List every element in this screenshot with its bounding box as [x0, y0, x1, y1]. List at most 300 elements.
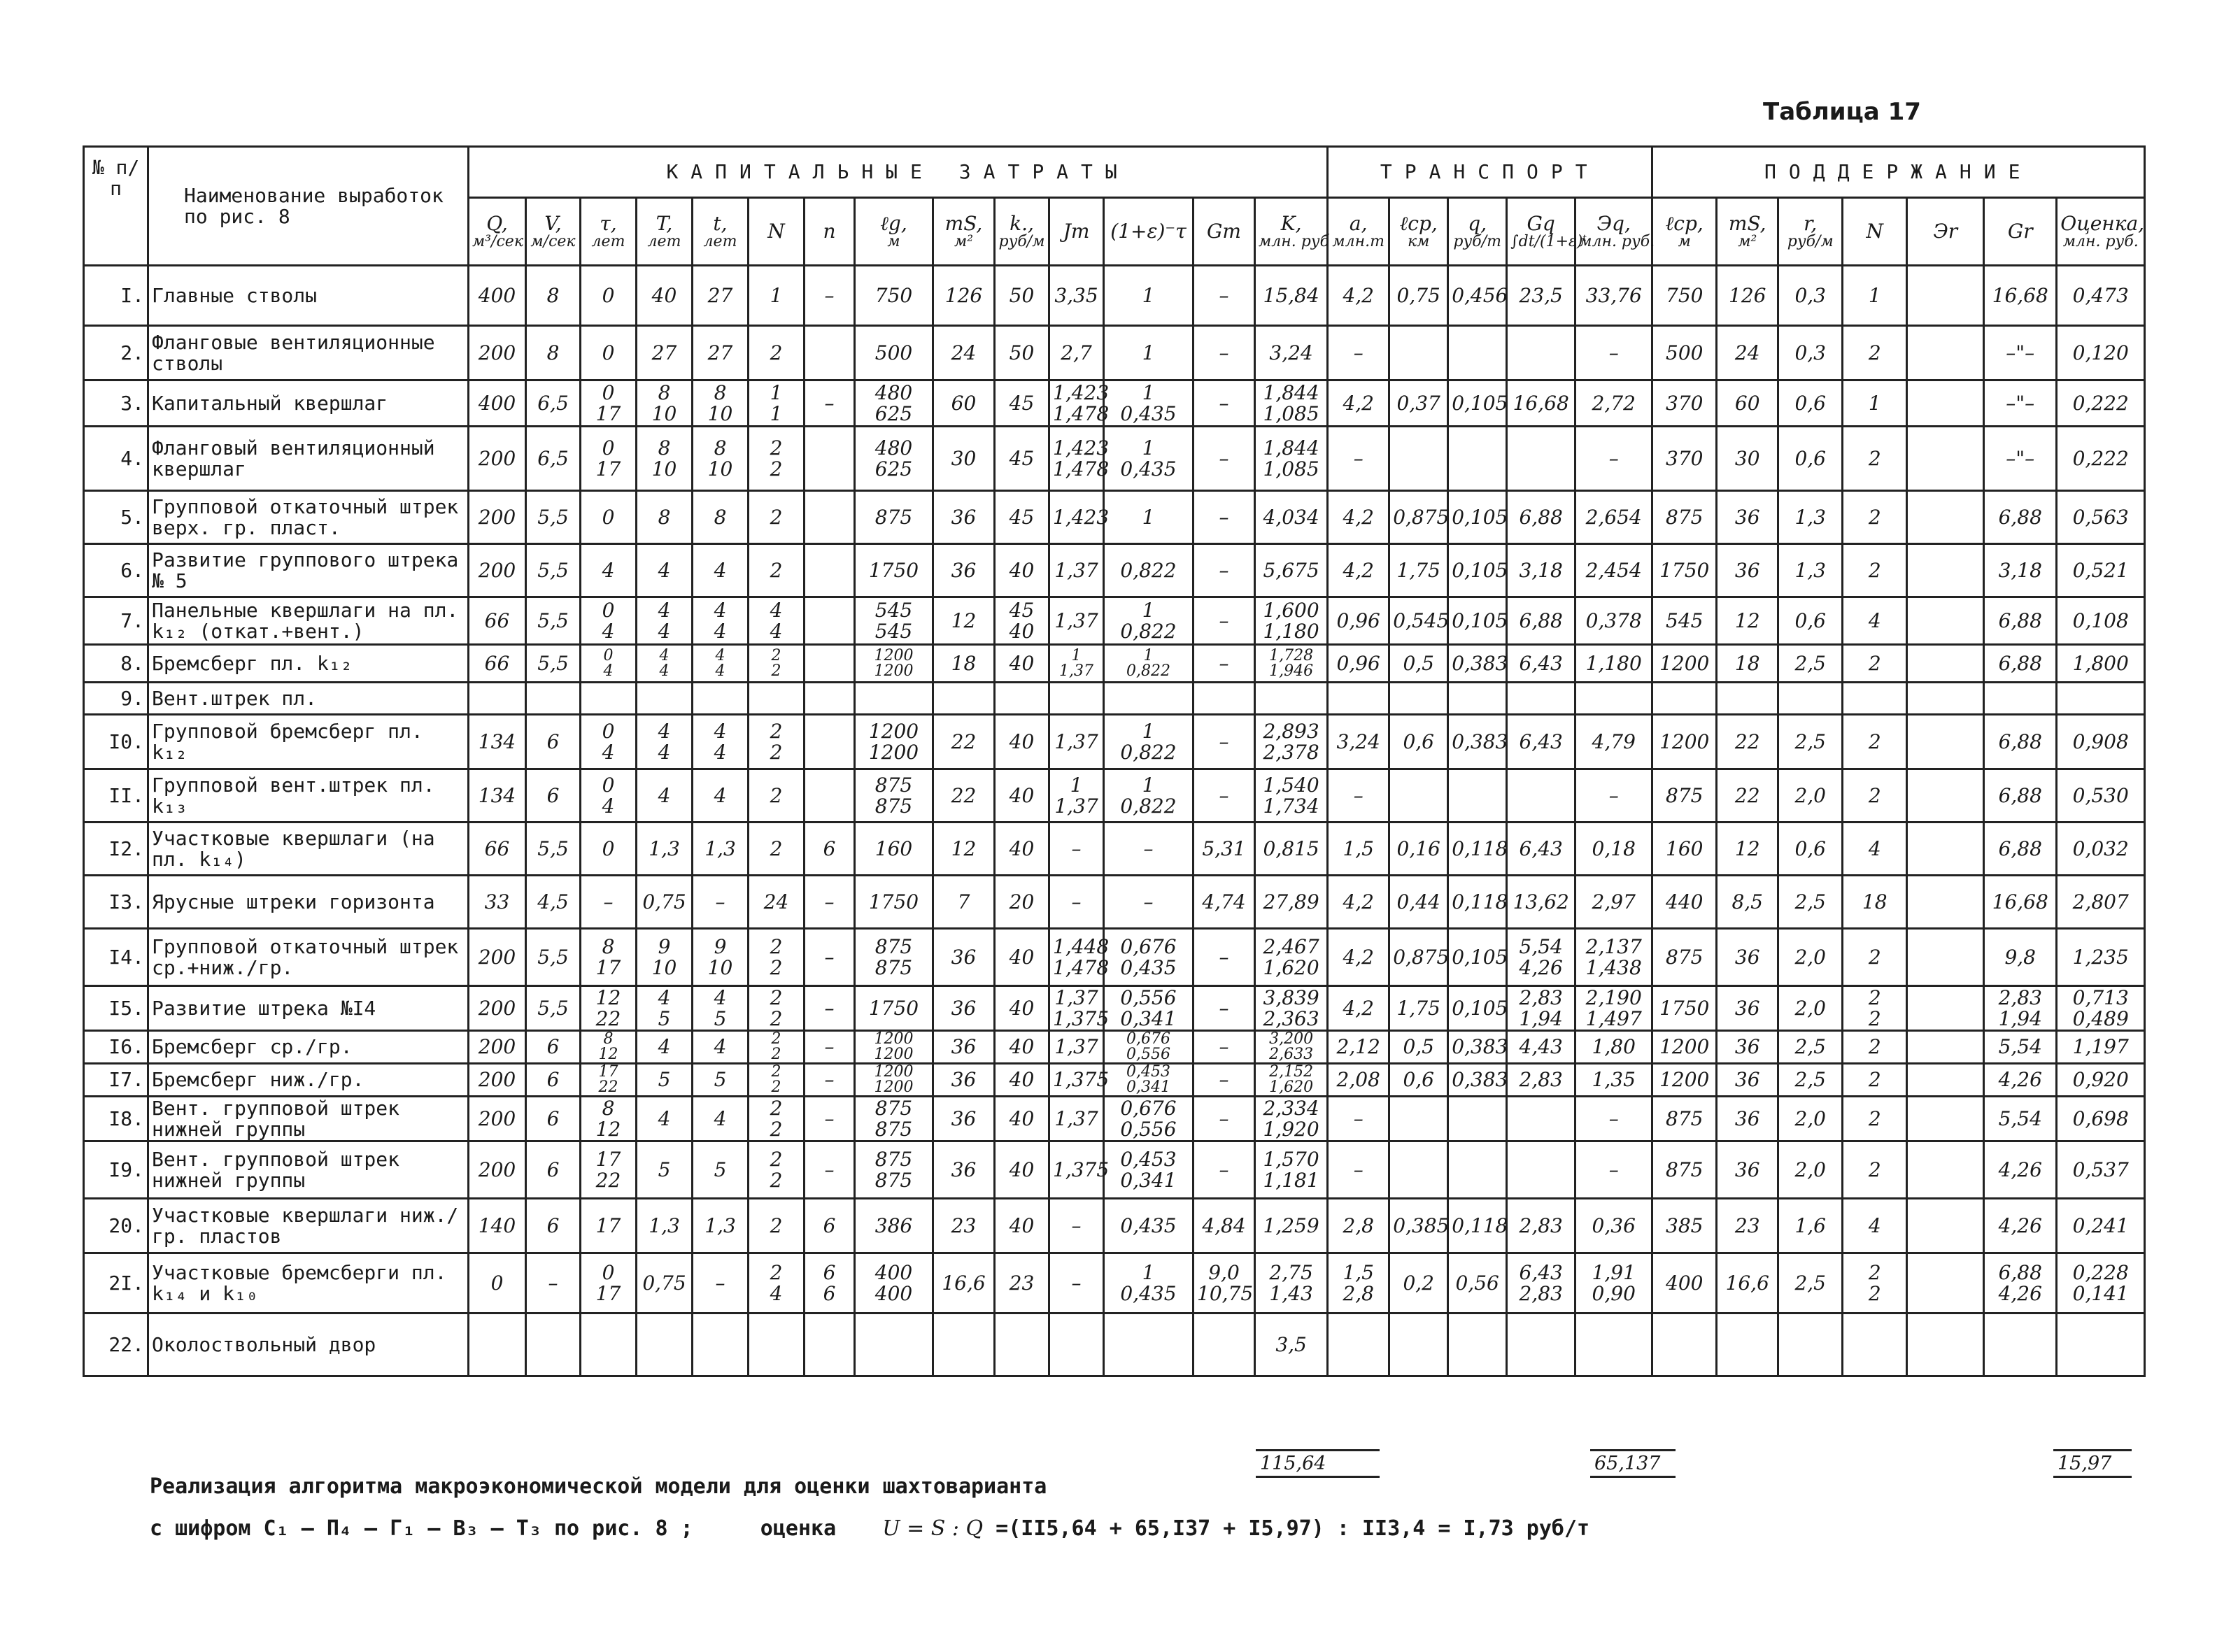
table-cell [581, 986, 637, 1031]
table-cell [1507, 1097, 1575, 1141]
table-cell: 2 [1843, 491, 1907, 544]
table-cell: 2 [1843, 1031, 1907, 1064]
table-cell: 36 [933, 1064, 995, 1097]
table-cell [855, 427, 933, 491]
table-cell [693, 597, 749, 645]
table-cell: 15,84 [1255, 266, 1328, 326]
table-cell: 4,2 [1328, 266, 1389, 326]
table-cell [1448, 1097, 1507, 1141]
footer-formula: U = S : Q [882, 1516, 984, 1541]
row-name: Панельные квершлаги на пл. k₁₂ (откат.+вент.) [148, 597, 469, 645]
table-cell: 500 [1652, 326, 1717, 380]
table-cell [637, 597, 693, 645]
table-cell: –"– [1984, 427, 2057, 491]
cell-line: 17 [595, 1281, 621, 1305]
table-cell: 6,88 [1984, 597, 2057, 645]
table-cell: 1,5 [1328, 823, 1389, 876]
cell-line: 2,83 [1998, 985, 2042, 1009]
table-cell [693, 683, 749, 715]
table-cell [693, 380, 749, 427]
table-cell: 2,7 [1049, 326, 1104, 380]
table-cell: 3,35 [1049, 266, 1104, 326]
cell-line: 1,91 [1592, 1260, 1636, 1284]
table-cell: 8 [637, 491, 693, 544]
cell-line: 0,341 [1126, 1078, 1170, 1096]
table-cell: 1,75 [1389, 986, 1448, 1031]
table-cell: 2,83 [1507, 1064, 1575, 1097]
table-cell [1907, 769, 1984, 823]
table-cell: 22 [933, 715, 995, 769]
cell-line: 875 [874, 955, 913, 979]
table-cell: – [1575, 1097, 1652, 1141]
table-cell: 0,105 [1448, 491, 1507, 544]
cell-line: 875 [874, 1147, 913, 1171]
cell-line: 1,43 [1269, 1281, 1313, 1305]
table-cell: 0,105 [1448, 544, 1507, 597]
col-header-tr-1 [1389, 198, 1448, 266]
table-cell: 750 [855, 266, 933, 326]
table-cell: – [1328, 1141, 1389, 1199]
cell-line: 2 [1868, 985, 1881, 1009]
table-cell [855, 769, 933, 823]
cell-line: 4 [714, 719, 727, 743]
table-cell [637, 715, 693, 769]
table-cell [805, 544, 855, 597]
cell-line: 2 [770, 934, 783, 958]
col-header-pm-2 [1778, 198, 1843, 266]
table-cell: 0 [581, 823, 637, 876]
row-name: Развитие группового штрека № 5 [148, 544, 469, 597]
table-cell [1328, 683, 1389, 715]
table-cell [1907, 1199, 1984, 1253]
table-cell [749, 427, 805, 491]
table-cell: 0,6 [1778, 427, 1843, 491]
table-cell: – [1328, 326, 1389, 380]
table-row [84, 427, 2145, 491]
table-cell: 0,5 [1389, 645, 1448, 683]
cell-line: 1,448 [1053, 934, 1110, 958]
table-cell: 2,654 [1575, 491, 1652, 544]
cell-line: 0,676 [1120, 934, 1177, 958]
table-cell: 0,6 [1778, 380, 1843, 427]
table-cell [1194, 1253, 1255, 1313]
table-cell: 400 [469, 266, 526, 326]
row-name: Бремсберг пл. k₁₂ [148, 645, 469, 683]
cell-line: 5 [658, 1006, 671, 1030]
table-cell [1049, 985, 1110, 1031]
total-capital: 115,64 [1256, 1449, 1380, 1478]
table-cell: 16,68 [1507, 380, 1575, 427]
table-cell: – [805, 266, 855, 326]
table-cell: 4 [637, 1097, 693, 1141]
table-cell [805, 326, 855, 380]
table-cell: 33,76 [1575, 266, 1652, 326]
cell-line: 1,438 [1585, 955, 1642, 979]
group-header-maintenance: ПОДДЕРЖАНИЕ [1652, 147, 2145, 198]
table-cell [1907, 326, 1984, 380]
table-cell [1507, 427, 1575, 491]
table-cell: 1,80 [1575, 1031, 1652, 1064]
cell-line: 1200 [874, 1046, 914, 1063]
cell-line: 1,620 [1263, 955, 1319, 979]
table-cell: 5 [693, 1064, 749, 1097]
table-cell: 6,88 [1507, 597, 1575, 645]
table-cell: 1,3 [637, 1199, 693, 1253]
footer-estimate-label: оценка [760, 1516, 837, 1541]
table-cell [1843, 1313, 1907, 1376]
table-cell: 40 [995, 1199, 1049, 1253]
table-cell: 27 [637, 326, 693, 380]
table-cell: 6 [526, 1064, 581, 1097]
col-header-symbol: r, [1804, 212, 1818, 235]
cell-line: 10 [707, 457, 733, 480]
table-cell: 0,456 [1448, 266, 1507, 326]
table-cell: 36 [933, 491, 995, 544]
table-cell: 200 [469, 929, 526, 986]
cell-line: 4 [770, 1281, 783, 1305]
table-cell: 0,908 [2057, 715, 2145, 769]
table-cell: 3,18 [1984, 544, 2057, 597]
row-number: I3. [84, 876, 148, 929]
table-cell: 2 [1843, 326, 1907, 380]
table-cell [749, 1253, 805, 1313]
footer-code: с шифром С₁ – П₄ – Г₁ – В₃ – Т₃ по рис. 8 ; [150, 1516, 693, 1541]
col-header-symbol: n [823, 220, 836, 243]
table-cell: 22 [1717, 769, 1778, 823]
table-cell: – [1194, 986, 1255, 1031]
table-cell: 0,105 [1448, 597, 1507, 645]
table-cell: 875 [1652, 491, 1717, 544]
table-cell [1843, 986, 1907, 1031]
cell-line: 1,180 [1263, 619, 1319, 643]
table-cell: 0,563 [2057, 491, 2145, 544]
table-cell [805, 683, 855, 715]
table-cell: 4 [581, 544, 637, 597]
col-header-symbol: V, [544, 212, 562, 235]
table-cell: – [1049, 876, 1104, 929]
table-cell: 0 [581, 491, 637, 544]
cell-line: 12 [598, 1046, 618, 1063]
table-cell [1507, 1313, 1575, 1376]
table-cell: 200 [469, 326, 526, 380]
cell-line: 1200 [868, 719, 919, 743]
row-name: Участковые квершлаги (на пл. k₁₄) [148, 823, 469, 876]
table-cell [581, 597, 637, 645]
cell-line: 2 [771, 1030, 781, 1048]
table-cell: 200 [469, 1064, 526, 1097]
cell-line: 875 [874, 773, 913, 797]
table-row [84, 1313, 2145, 1376]
table-cell [805, 491, 855, 544]
table-cell: 0,56 [1448, 1253, 1507, 1313]
table-cell: 875 [1652, 929, 1717, 986]
row-name: Групповой откаточный штрек ср.+ниж./гр. [148, 929, 469, 986]
table-cell [855, 929, 933, 986]
table-cell: – [1194, 1064, 1255, 1097]
table-cell [1907, 266, 1984, 326]
table-cell: 0,222 [2057, 380, 2145, 427]
table-cell: 1,259 [1255, 1199, 1328, 1253]
table-cell [805, 715, 855, 769]
cell-line: 1,620 [1269, 1078, 1314, 1096]
table-cell [693, 1313, 749, 1376]
table-cell: 2 [749, 326, 805, 380]
table-cell: 2 [749, 491, 805, 544]
table-cell: 1,3 [693, 823, 749, 876]
table-cell: 8 [526, 266, 581, 326]
table-cell: 875 [1652, 769, 1717, 823]
table-cell: 0 [469, 1253, 526, 1313]
col-header-pm-0 [1652, 198, 1717, 266]
cell-line: 0,676 [1126, 1030, 1170, 1048]
table-cell: 440 [1652, 876, 1717, 929]
row-name: Групповой вент.штрек пл. k₁₃ [148, 769, 469, 823]
col-header-symbol: Gт [1207, 220, 1241, 243]
table-cell [855, 1313, 933, 1376]
table-cell: 27,89 [1255, 876, 1328, 929]
table-cell: 1,3 [637, 823, 693, 876]
table-cell: 1750 [855, 876, 933, 929]
table-cell [1104, 1064, 1194, 1097]
table-cell [1448, 1141, 1507, 1199]
table-cell [581, 645, 637, 683]
col-header-unit: м/сек [530, 233, 576, 250]
table-cell: 4 [637, 544, 693, 597]
table-cell: 4,84 [1194, 1199, 1255, 1253]
table-cell [855, 645, 933, 683]
table-cell: 3,24 [1255, 326, 1328, 380]
cell-line: 2 [770, 955, 783, 979]
col-header-unit: км [1408, 233, 1430, 250]
table-cell [1049, 645, 1104, 683]
table-cell: 0,383 [1448, 1064, 1507, 1097]
table-cell: – [1194, 769, 1255, 823]
table-cell [749, 1313, 805, 1376]
table-cell: 8,5 [1717, 876, 1778, 929]
table-cell [2057, 1253, 2145, 1313]
col-header-unit: руб/м [1787, 233, 1834, 250]
table-cell: 1 [1104, 266, 1194, 326]
table-cell [855, 380, 933, 427]
table-cell: 200 [469, 1097, 526, 1141]
cell-line: 22 [598, 1078, 618, 1096]
cell-line: 1,844 [1263, 380, 1319, 404]
table-cell: 0,105 [1448, 929, 1507, 986]
table-cell: 2,5 [1778, 876, 1843, 929]
col-header-cap-6 [805, 198, 855, 266]
table-cell [1778, 1313, 1843, 1376]
cell-line: 0,435 [1120, 457, 1177, 480]
table-cell: 2,0 [1778, 769, 1843, 823]
table-cell: 1,6 [1778, 1199, 1843, 1253]
table-cell [1104, 427, 1194, 491]
table-cell [1448, 683, 1507, 715]
table-cell: – [1049, 823, 1104, 876]
table-cell: 200 [469, 427, 526, 491]
table-cell [1448, 326, 1507, 380]
table-cell: 0,875 [1389, 929, 1448, 986]
cell-line: 2 [770, 1168, 783, 1192]
table-cell [1448, 1313, 1507, 1376]
row-name: Вент.штрек пл. [148, 683, 469, 715]
table-cell [1104, 929, 1194, 986]
table-cell: 0,108 [2057, 597, 2145, 645]
table-cell: 40 [995, 1064, 1049, 1097]
table-cell: 1,37 [1049, 597, 1104, 645]
table-cell: 5,54 [1984, 1097, 2057, 1141]
cell-line: 545 [874, 619, 913, 643]
table-cell: 16,6 [1717, 1253, 1778, 1313]
table-cell: – [1328, 427, 1389, 491]
cell-line: 545 [874, 598, 913, 622]
cell-line: 2 [770, 457, 783, 480]
cell-line: 875 [874, 1117, 913, 1141]
col-header-unit: млн. руб. [2062, 233, 2139, 250]
table-cell [855, 1141, 933, 1199]
table-cell: –"– [1984, 326, 2057, 380]
table-cell: 0,105 [1448, 986, 1507, 1031]
table-cell: 40 [995, 544, 1049, 597]
data-table [83, 145, 2146, 1377]
cell-line: 1,478 [1053, 401, 1110, 425]
table-cell: – [581, 876, 637, 929]
table-cell: 0,36 [1575, 1199, 1652, 1253]
cell-line: 4 [770, 619, 783, 643]
table-cell: 4,2 [1328, 929, 1389, 986]
table-cell: 1,197 [2057, 1031, 2145, 1064]
table-cell: – [805, 1064, 855, 1097]
col-header-symbol: Эq, [1596, 212, 1631, 235]
cell-line: 400 [874, 1260, 913, 1284]
table-cell: 0,241 [2057, 1199, 2145, 1253]
row-number: 3. [84, 380, 148, 427]
table-cell: 0,383 [1448, 715, 1507, 769]
row-number: 7. [84, 597, 148, 645]
table-cell: 126 [1717, 266, 1778, 326]
table-cell: –"– [1984, 380, 2057, 427]
table-cell: 1,37 [1049, 715, 1104, 769]
table-cell: 0,2 [1389, 1253, 1448, 1313]
table-cell [1255, 769, 1328, 823]
table-cell: 1750 [1652, 544, 1717, 597]
table-cell: 12 [933, 823, 995, 876]
cell-line: 0 [602, 773, 615, 797]
table-cell [581, 1064, 637, 1097]
cell-line: 6 [823, 1281, 836, 1305]
col-header-symbol: ℓg, [880, 212, 907, 235]
table-cell: 2,0 [1778, 986, 1843, 1031]
table-row [84, 380, 2145, 427]
row-number: 5. [84, 491, 148, 544]
table-cell: 36 [1717, 1097, 1778, 1141]
table-cell: 0,75 [637, 876, 693, 929]
cell-line: 2 [771, 1046, 781, 1063]
table-cell: 370 [1652, 427, 1717, 491]
cell-line: 2,83 [1519, 985, 1563, 1009]
table-cell [805, 769, 855, 823]
table-cell [995, 1313, 1049, 1376]
table-cell [2057, 986, 2145, 1031]
table-cell: 0,105 [1448, 380, 1507, 427]
table-cell: 4,2 [1328, 491, 1389, 544]
table-cell: 0,698 [2057, 1097, 2145, 1141]
cell-line: 2,363 [1263, 1006, 1319, 1030]
row-name: Капитальный квершлаг [148, 380, 469, 427]
table-cell [1907, 1141, 1984, 1199]
table-cell: 0,6 [1389, 715, 1448, 769]
table-cell: 40 [995, 645, 1049, 683]
table-cell [637, 645, 693, 683]
cell-line: 875 [874, 934, 913, 958]
table-cell [1507, 769, 1575, 823]
footer-line-2 [150, 1516, 1589, 1541]
table-cell [1194, 683, 1255, 715]
table-cell: 200 [469, 544, 526, 597]
row-name: Участковые бремсберги пл. k₁₄ и k₁₀ [148, 1253, 469, 1313]
cell-line: 45 [1009, 598, 1035, 622]
cell-line: 0,713 [2072, 985, 2129, 1009]
table-cell: 6,43 [1507, 645, 1575, 683]
row-name: Бремсберг ниж./гр. [148, 1064, 469, 1097]
cell-line: 22 [595, 1006, 621, 1030]
table-cell: 5,5 [526, 544, 581, 597]
table-cell: 4,5 [526, 876, 581, 929]
col-header-unit: руб/м [998, 233, 1045, 250]
row-name: Групповой бремсберг пл. k₁₂ [148, 715, 469, 769]
table-cell: 8 [693, 491, 749, 544]
cell-line: 2,467 [1263, 934, 1319, 958]
row-name: Вент. групповой штрек нижней группы [148, 1097, 469, 1141]
cell-line: 8 [602, 934, 615, 958]
table-cell: 27 [693, 266, 749, 326]
cell-line: 2,75 [1269, 1260, 1313, 1284]
table-row [84, 266, 2145, 326]
cell-line: 2,334 [1263, 1096, 1319, 1120]
table-cell: 0,530 [2057, 769, 2145, 823]
row-number: I7. [84, 1064, 148, 1097]
table-cell: 200 [469, 1031, 526, 1064]
table-cell: – [1194, 645, 1255, 683]
table-cell [581, 380, 637, 427]
table-cell: 12 [1717, 823, 1778, 876]
table-cell [1907, 715, 1984, 769]
cell-line: 9 [714, 934, 727, 958]
table-cell [637, 986, 693, 1031]
table-cell [1104, 683, 1194, 715]
table-cell: 6,5 [526, 380, 581, 427]
footer-line-1: Реализация алгоритма макроэкономической модели для оценки шахтоварианта [150, 1474, 1047, 1499]
table-cell: 60 [1717, 380, 1778, 427]
cell-line: 1200 [874, 1030, 914, 1048]
col-header-symbol: N [1866, 220, 1883, 243]
table-cell: 6 [526, 1141, 581, 1199]
cell-line: 1,94 [1998, 1006, 2042, 1030]
col-header-cap-12 [1194, 198, 1255, 266]
col-header-unit: лет [647, 233, 681, 250]
table-cell: 0,6 [1778, 823, 1843, 876]
table-cell: 160 [855, 823, 933, 876]
cell-line: 875 [874, 1096, 913, 1120]
cell-line: 8 [603, 1030, 614, 1048]
row-name: Бремсберг ср./гр. [148, 1031, 469, 1064]
table-cell [1049, 769, 1104, 823]
col-header-cap-1 [526, 198, 581, 266]
table-cell: 5,31 [1194, 823, 1255, 876]
table-cell: 23 [995, 1253, 1049, 1313]
table-cell [1652, 683, 1717, 715]
table-cell [1049, 683, 1104, 715]
table-cell: 4,74 [1194, 876, 1255, 929]
